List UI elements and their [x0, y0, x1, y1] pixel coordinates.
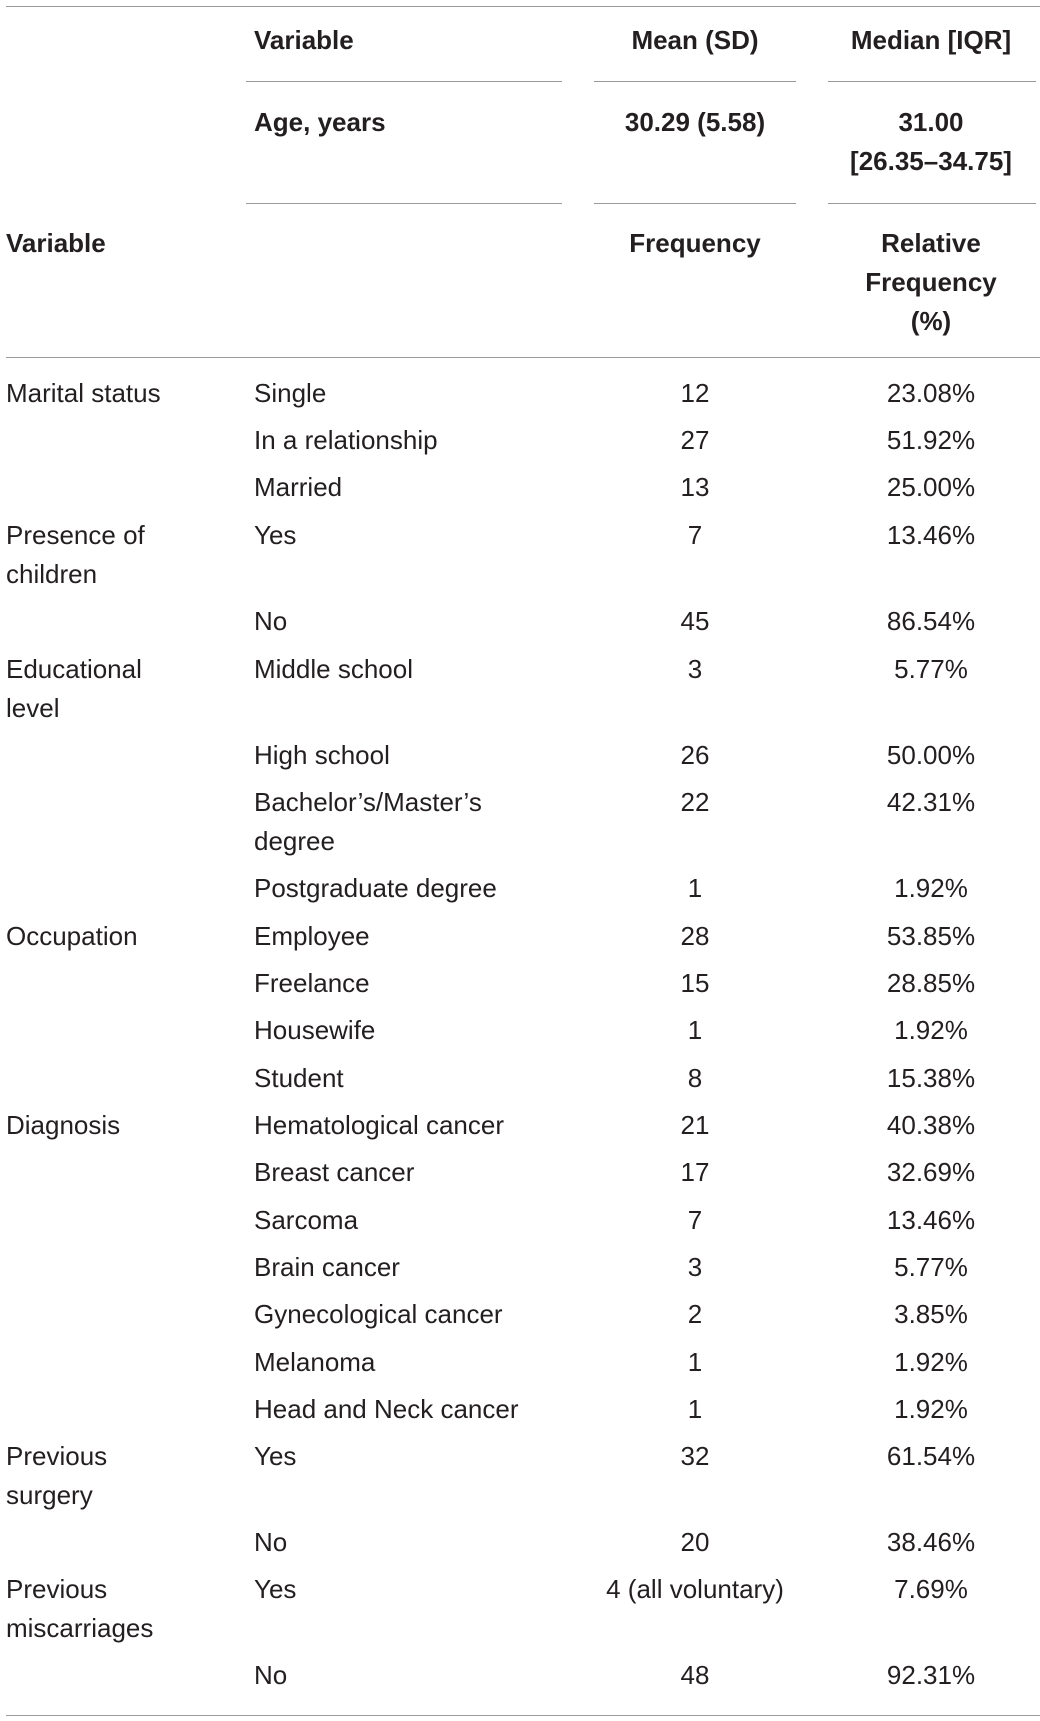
relative-frequency-value: 5.77%: [894, 1252, 968, 1282]
category-label-continued: miscarriages: [6, 1613, 154, 1643]
header-mean-sd: Mean (SD): [631, 25, 759, 55]
relative-frequency-value: 42.31%: [886, 787, 976, 817]
frequency-value: 45: [680, 606, 710, 636]
frequency-value: 1: [687, 1347, 703, 1377]
category-label: Marital status: [6, 378, 161, 408]
relative-frequency-value: 40.38%: [886, 1110, 976, 1140]
age-rule-variable: [246, 203, 562, 204]
relative-frequency-value: 1.92%: [894, 1394, 968, 1424]
frequency-value: 1: [687, 1394, 703, 1424]
age-median-iqr: [26.35–34.75]: [850, 146, 1012, 176]
subcategory-label: Brain cancer: [254, 1252, 400, 1282]
subcategory-label: No: [254, 1660, 288, 1690]
subcategory-label: Middle school: [254, 654, 413, 684]
relative-frequency-value: 1.92%: [894, 1015, 968, 1045]
frequency-value: 13: [680, 472, 710, 502]
frequency-value: 4 (all voluntary): [606, 1574, 784, 1604]
frequency-value: 8: [687, 1063, 703, 1093]
relative-frequency-value: 86.54%: [886, 606, 976, 636]
frequency-value: 7: [687, 520, 703, 550]
subcategory-label: Yes: [254, 1441, 297, 1471]
subcategory-label: Hematological cancer: [254, 1110, 505, 1140]
frequency-value: 15: [680, 968, 710, 998]
subcategory-label: Gynecological cancer: [254, 1299, 503, 1329]
frequency-value: 3: [687, 1252, 703, 1282]
rel-freq-line-1: Relative: [881, 228, 981, 258]
relative-frequency-value: 51.92%: [886, 425, 976, 455]
subcategory-label: Employee: [254, 921, 370, 951]
frequency-value: 1: [687, 873, 703, 903]
relative-frequency-value: 25.00%: [886, 472, 976, 502]
frequency-value: 7: [687, 1205, 703, 1235]
relative-frequency-value: 15.38%: [886, 1063, 976, 1093]
bottom-rule: [6, 1715, 1040, 1716]
relative-frequency-value: 13.46%: [886, 1205, 976, 1235]
subcategory-label: High school: [254, 740, 390, 770]
subcategory-label: Bachelor’s/Master’s: [254, 787, 482, 817]
column-header-rule: [6, 357, 1040, 358]
frequency-value: 32: [680, 1441, 710, 1471]
frequency-value: 20: [680, 1527, 710, 1557]
subcategory-label: Breast cancer: [254, 1157, 415, 1187]
relative-frequency-value: 1.92%: [894, 1347, 968, 1377]
frequency-value: 21: [680, 1110, 710, 1140]
relative-frequency-value: 1.92%: [894, 873, 968, 903]
subcategory-label: No: [254, 606, 288, 636]
subcategory-label: Yes: [254, 520, 297, 550]
subcategory-label: Housewife: [254, 1015, 376, 1045]
relative-frequency-value: 53.85%: [886, 921, 976, 951]
top-rule: [6, 6, 1040, 7]
age-mean: 30.29 (5.58): [624, 107, 766, 137]
header-rule-mean: [594, 81, 796, 82]
subcategory-label-continued: degree: [254, 826, 335, 856]
category-label: Diagnosis: [6, 1110, 121, 1140]
relative-frequency-value: 61.54%: [886, 1441, 976, 1471]
relative-frequency-value: 50.00%: [886, 740, 976, 770]
frequency-value: 48: [680, 1660, 710, 1690]
age-rule-mean: [594, 203, 796, 204]
category-label: Previous: [6, 1574, 108, 1604]
relative-frequency-value: 3.85%: [894, 1299, 968, 1329]
subcategory-label: Freelance: [254, 968, 370, 998]
category-label-continued: children: [6, 559, 98, 589]
subcategory-label: Married: [254, 472, 343, 502]
subcategory-label: No: [254, 1527, 288, 1557]
frequency-value: 12: [680, 378, 710, 408]
relative-frequency-value: 23.08%: [886, 378, 976, 408]
subcategory-label: Yes: [254, 1574, 297, 1604]
header-rule-variable: [246, 81, 562, 82]
subcategory-label: Head and Neck cancer: [254, 1394, 519, 1424]
category-label-continued: level: [6, 693, 60, 723]
relative-frequency-value: 92.31%: [886, 1660, 976, 1690]
header-variable: Variable: [254, 25, 354, 55]
subcategory-label: Postgraduate degree: [254, 873, 497, 903]
subcategory-label: Sarcoma: [254, 1205, 359, 1235]
age-median: [822, 103, 1040, 181]
header-relative-frequency: [822, 224, 1040, 341]
frequency-value: 3: [687, 654, 703, 684]
frequency-value: 26: [680, 740, 710, 770]
category-label: Occupation: [6, 921, 138, 951]
frequency-value: 28: [680, 921, 710, 951]
frequency-value: 27: [680, 425, 710, 455]
subcategory-label: Single: [254, 378, 327, 408]
subcategory-label: Melanoma: [254, 1347, 376, 1377]
rel-freq-line-3: (%): [910, 306, 952, 336]
relative-frequency-value: 32.69%: [886, 1157, 976, 1187]
relative-frequency-value: 28.85%: [886, 968, 976, 998]
age-rule-median: [828, 203, 1036, 204]
frequency-value: 2: [687, 1299, 703, 1329]
relative-frequency-value: 13.46%: [886, 520, 976, 550]
category-label: Previous: [6, 1441, 108, 1471]
frequency-value: 17: [680, 1157, 710, 1187]
category-label: Presence of: [6, 520, 145, 550]
header-frequency: Frequency: [629, 228, 761, 258]
relative-frequency-value: 7.69%: [894, 1574, 968, 1604]
category-label: Educational: [6, 654, 142, 684]
relative-frequency-value: 38.46%: [886, 1527, 976, 1557]
subcategory-label: In a relationship: [254, 425, 438, 455]
frequency-value: 1: [687, 1015, 703, 1045]
category-label-continued: surgery: [6, 1480, 93, 1510]
subcategory-label: Student: [254, 1063, 344, 1093]
relative-frequency-value: 5.77%: [894, 654, 968, 684]
age-median-value: 31.00: [898, 107, 964, 137]
header-median-iqr: Median [IQR]: [850, 25, 1012, 55]
age-label: Age, years: [254, 107, 386, 137]
header-variable-2: Variable: [6, 228, 106, 258]
frequency-value: 22: [680, 787, 710, 817]
rel-freq-line-2: Frequency: [865, 267, 997, 297]
header-rule-median: [828, 81, 1036, 82]
